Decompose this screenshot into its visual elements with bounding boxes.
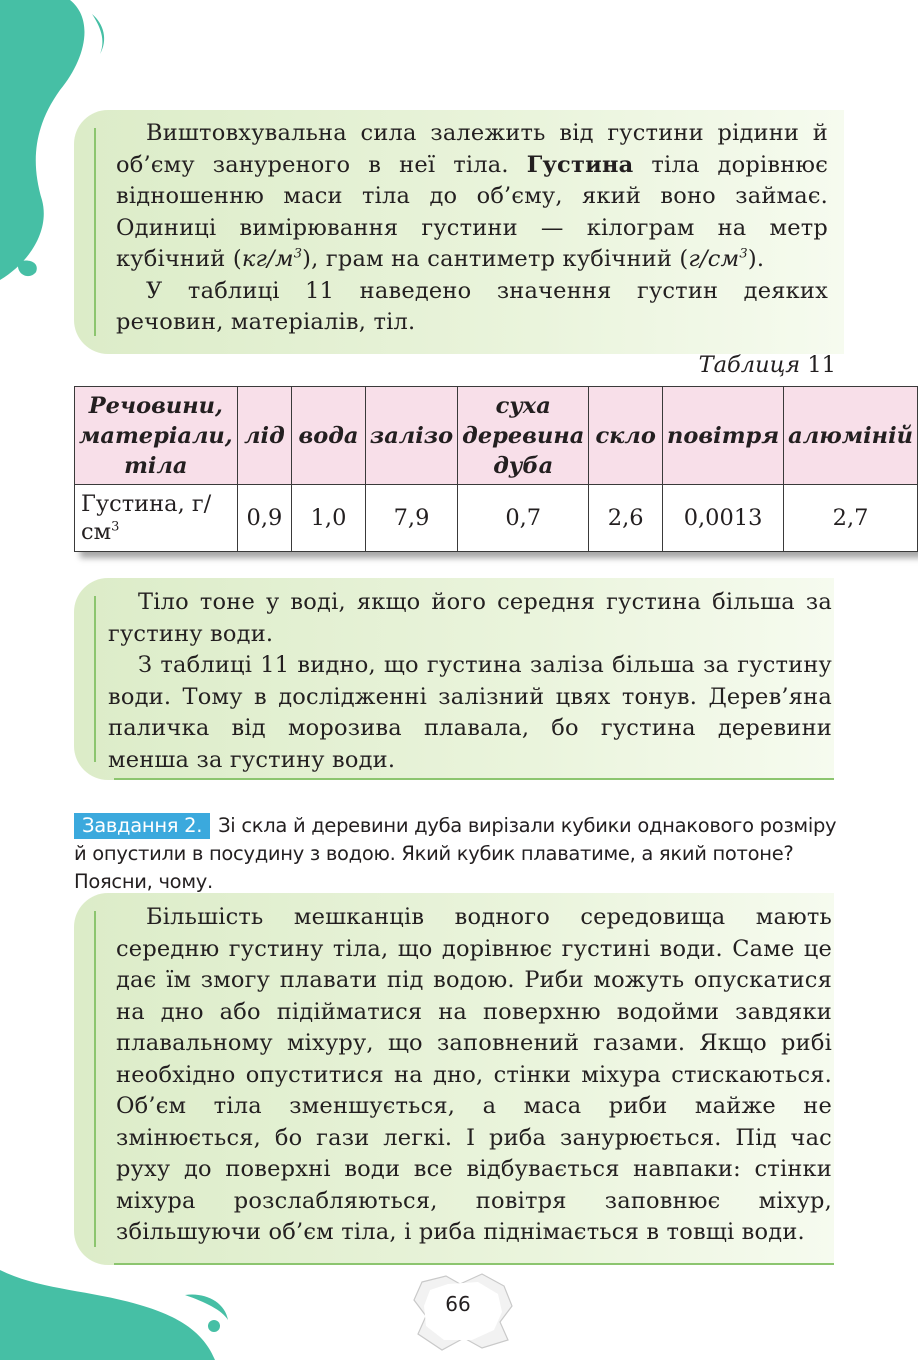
- header-col-air: повітря: [663, 387, 784, 485]
- header-col-glass: скло: [589, 387, 663, 485]
- panel-underline: [114, 778, 834, 780]
- header-col-oak: суха деревина дуба: [458, 387, 589, 485]
- value-oak: 0,7: [458, 485, 589, 552]
- panel-underline: [114, 1263, 834, 1265]
- fish-text: Більшість мешканців водного середовища мають середню густину тіла, що дорівнює густині води. Саме це дає їм змогу плавати під водою. Риби можуть опускатися на дно або підійматися на поверхню водойми завдяки плавальному міхуру, що заповнений газами. Якщо рибі необхідно опуститися на дно, стінки міхура стискаються. Об’єм тіла зменшується, а маса риби майже не змінюється, бо гази легкі. І риба занурюється. Під час руху до поверхні води все відбувається навпаки: стінки міхура розслабляються, повітря заповнює міхур, збільшуючи об’єм тіла, і риба піднімається в товщі води.: [116, 904, 832, 1245]
- density-definition: Виштовхувальна сила залежить від густини рідини й об’єму зануреного в неї тіла. Густина тіла дорівнює відношенню маси тіла до об’єму, який воно займає. Одиниці вимірювання густини — кілограм на метр кубічний $(кг/м^3)$, грам на сантиметр кубічний $(г/см^3)$.: [116, 120, 828, 272]
- table-caption: Таблиця 11: [698, 352, 836, 378]
- term-density: Густина: [526, 151, 634, 178]
- value-iron: 7,9: [365, 485, 457, 552]
- header-col-water: вода: [292, 387, 366, 485]
- panel-accent-bar: [94, 596, 96, 762]
- task-2: [74, 812, 844, 896]
- header-col-iron: залізо: [365, 387, 457, 485]
- task-text: Зі скла й деревини дуба вирізали кубики однакового розміру й опустили в посудину з водою. Який кубик плаватиме, а який потоне? Поясни, чому.: [74, 814, 837, 893]
- sinking-paragraphs: [108, 587, 832, 776]
- task-label: Завдання 2.: [74, 813, 210, 839]
- density-paragraphs: [116, 118, 828, 339]
- panel-accent-bar: [94, 128, 96, 336]
- table-intro: У таблиці 11 наведено значення густин деяких речовин, матеріалів, тіл.: [116, 277, 828, 335]
- teal-splash-bottom-left: [0, 1250, 240, 1360]
- header-col-aluminium: алюміній: [784, 387, 918, 485]
- panel-accent-bar: [94, 911, 96, 1247]
- value-water: 1,0: [292, 485, 366, 552]
- density-table: [74, 386, 918, 552]
- unit-g-cm3: $г/см^3$: [688, 246, 748, 272]
- value-ice: 0,9: [237, 485, 292, 552]
- value-glass: 2,6: [589, 485, 663, 552]
- page-number: 66: [445, 1292, 471, 1316]
- sinking-explanation: З таблиці 11 видно, що густина заліза більша за густину води. Тому в дослідженні залізний цвях тонув. Дерев’яна паличка від морозива плавала, бо густина деревини менша за густину води.: [108, 652, 832, 773]
- value-air: 0,0013: [663, 485, 784, 552]
- unit-kg-m3: $кг/м^3$: [241, 246, 303, 272]
- header-col-ice: лід: [237, 387, 292, 485]
- header-substances: Речовини, матеріали, тіла: [75, 387, 238, 485]
- row-label-density: Густина, $г/см^3$: [75, 485, 238, 552]
- sinking-rule: Тіло тоне у воді, якщо його середня густина більша за густину води.: [108, 589, 832, 647]
- table-values-row: [75, 485, 918, 552]
- table-header-row: [75, 387, 918, 485]
- fish-paragraph: [116, 902, 832, 1249]
- value-aluminium: 2,7: [784, 485, 918, 552]
